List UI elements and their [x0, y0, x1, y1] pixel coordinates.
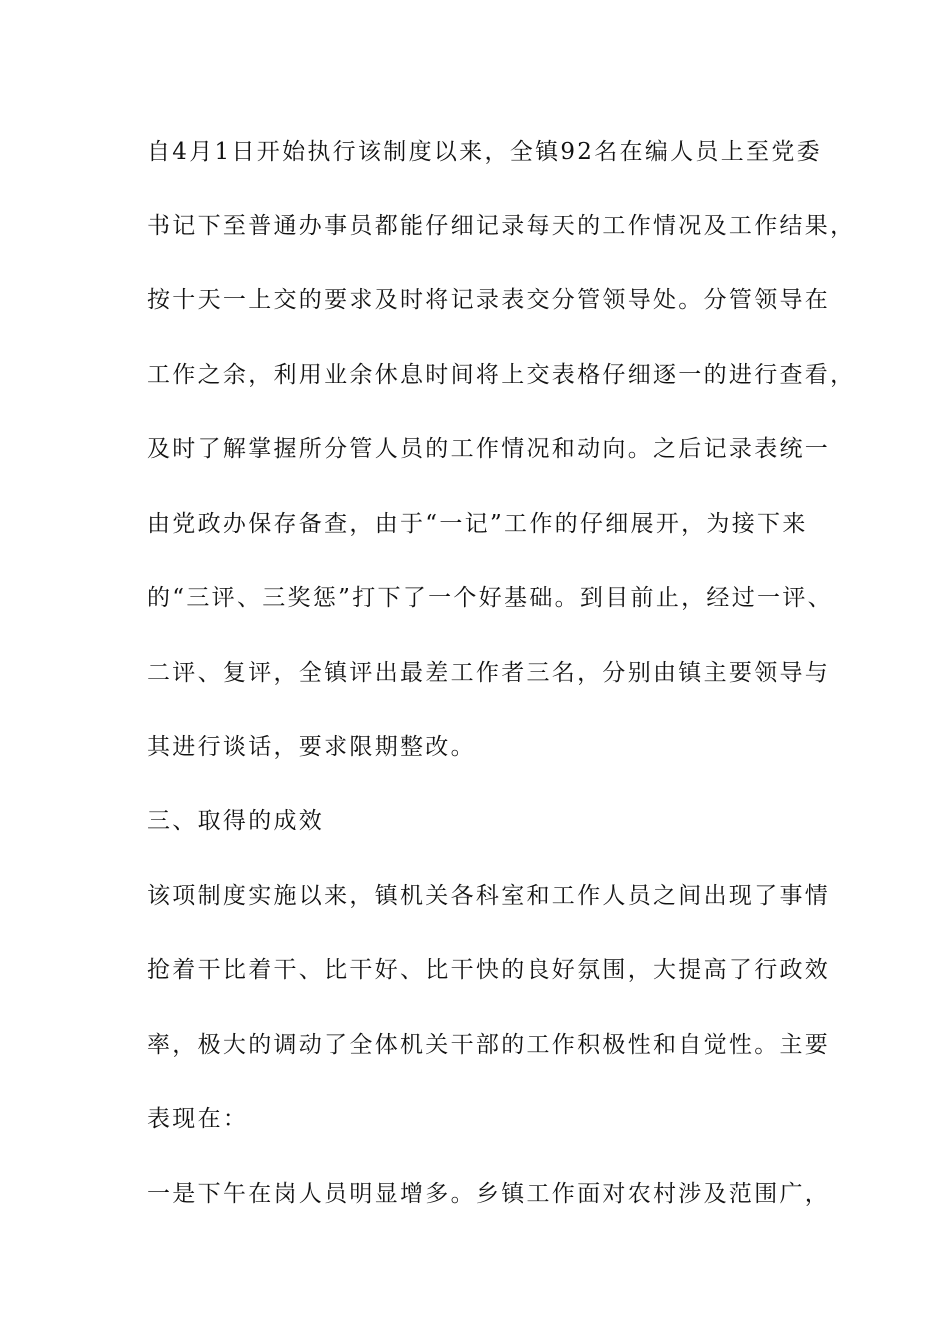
text-line-15: 一是下午在岗人员明显增多。乡镇工作面对农村涉及范围广， [147, 1181, 831, 1207]
section-heading: 三、取得的成效 [147, 808, 325, 834]
text-line-2: 书记下至普通办事员都能仔细记录每天的工作情况及工作结果， [147, 213, 856, 239]
text-line-13: 率，极大的调动了全体机关干部的工作积极性和自觉性。主要 [147, 1032, 831, 1058]
text-line-7: 的“三评、三奖惩”打下了一个好基础。到目前止，经过一评、 [147, 585, 833, 611]
text-line-1: 自4月1日开始执行该制度以来，全镇92名在编人员上至党委 [147, 139, 822, 165]
text-line-12: 抢着干比着干、比干好、比干快的良好氛围，大提高了行政效 [147, 957, 831, 983]
text-line-4: 工作之余，利用业余休息时间将上交表格仔细逐一的进行查看， [147, 362, 856, 388]
text-line-6: 由党政办保存备查，由于“一记”工作的仔细展开，为接下来 [147, 511, 808, 537]
text-line-5: 及时了解掌握所分管人员的工作情况和动向。之后记录表统一 [147, 436, 831, 462]
text-line-14: 表现在： [147, 1106, 249, 1132]
text-line-11: 该项制度实施以来，镇机关各科室和工作人员之间出现了事情 [147, 883, 831, 909]
text-line-8: 二评、复评，全镇评出最差工作者三名，分别由镇主要领导与 [147, 660, 831, 686]
text-line-9: 其进行谈话，要求限期整改。 [147, 734, 476, 760]
text-line-3: 按十天一上交的要求及时将记录表交分管领导处。分管领导在 [147, 287, 831, 313]
